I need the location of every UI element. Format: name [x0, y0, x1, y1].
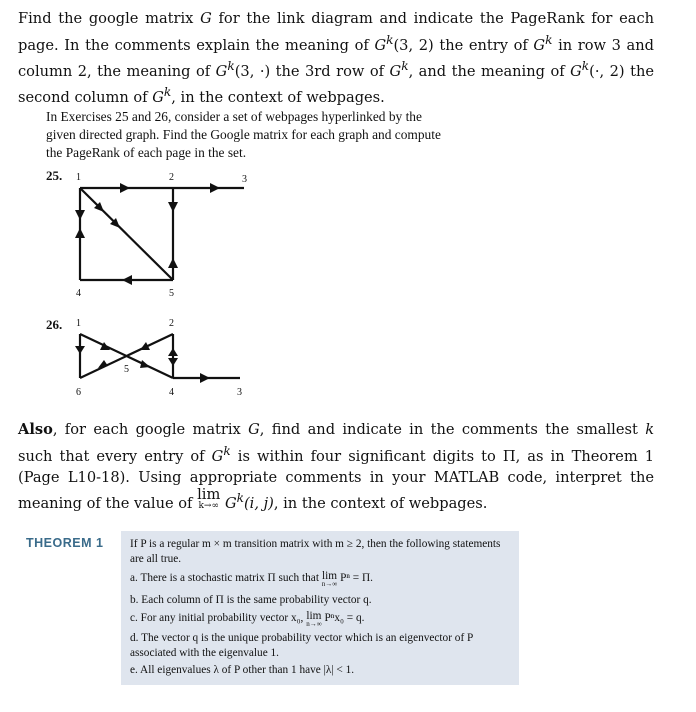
theorem-item-e: e. All eigenvalues λ of P other than 1 have |λ| < 1.: [130, 664, 355, 676]
node-label: 6: [76, 387, 81, 398]
theorem-box: [121, 531, 519, 685]
theorem-item-b: b. Each column of Π is the same probability vector q.: [130, 594, 372, 606]
arrow: [200, 373, 210, 383]
exercise-25-number: 25.: [46, 168, 63, 183]
node-label: 1: [76, 318, 81, 329]
edge-1-5: [80, 188, 173, 280]
node-label: 2: [169, 318, 174, 329]
node-label: 5: [169, 288, 174, 299]
exercise-25-graph: [70, 170, 260, 305]
theorem-title: THEOREM 1: [26, 536, 104, 550]
exercise-26-number: 26.: [46, 317, 63, 332]
arrow: [168, 348, 178, 356]
exercise-intro: In Exercises 25 and 26, consider a set of webpages hyperlinked by the given directed graph. Find the Google matrix for each graph and compute the PageRank of each page in the set.: [46, 109, 441, 160]
arrow-2-5a: [168, 202, 178, 212]
node-label: 5: [124, 364, 129, 375]
exercise-26-graph: [70, 316, 260, 401]
node-label: 1: [76, 172, 81, 183]
arrow: [98, 360, 108, 368]
node-label: 4: [169, 387, 174, 398]
limit-expression: lim k→∞: [197, 486, 221, 512]
node-label: 3: [237, 387, 242, 398]
node-label: 3: [242, 174, 247, 185]
follow-up-statement: Also, for each google matrix G, find and indicate in the comments the smallest k such that every entry of $G^k$ is within four significant digits to Π, as in Theorem 1 (Page L10-18). Using appropriate comments in your MATLAB code, interpret the meaning of the value of lim k→∞ $G^k(i$, j), in the context of webpages.: [18, 421, 655, 513]
arrow-1-2: [120, 183, 130, 193]
arrow-4-1a: [75, 228, 85, 238]
arrow: [75, 346, 85, 354]
arrow: [168, 358, 178, 366]
arrow-5-2: [168, 258, 178, 268]
theorem-item-d: d. The vector q is the unique probability vector which is an eigenvector of P associated with the eigenvalue 1.: [130, 632, 473, 659]
arrow: [140, 360, 150, 368]
node-label: 2: [169, 172, 174, 183]
problem-statement: Find the google matrix G for the link diagram and indicate the PageRank for each page. In the comments explain the meaning of $G^k(3$, 2) the entry of $G^k$ in row 3 and column 2, the meaning of $G^k(3$, ·) the 3rd row of $G^k$, and the meaning of $G^k(\cdot$, 2) the second column of $G^k$, in the context of webpages.: [18, 10, 655, 107]
arrow-5-4: [122, 275, 132, 285]
theorem-item-a: a. There is a stochastic matrix Π such that lim n→∞ Pⁿ = Π.: [130, 570, 373, 588]
theorem-lead: If P is a regular m × m transition matrix with m ≥ 2, then the following statements are all true.: [130, 538, 501, 565]
theorem-item-c: c. For any initial probability vector x₀, lim n→∞ Pⁿx₀ = q.: [130, 610, 365, 628]
arrow-1-4: [75, 210, 85, 220]
node-label: 4: [76, 288, 81, 299]
arrow-2-3: [210, 183, 220, 193]
